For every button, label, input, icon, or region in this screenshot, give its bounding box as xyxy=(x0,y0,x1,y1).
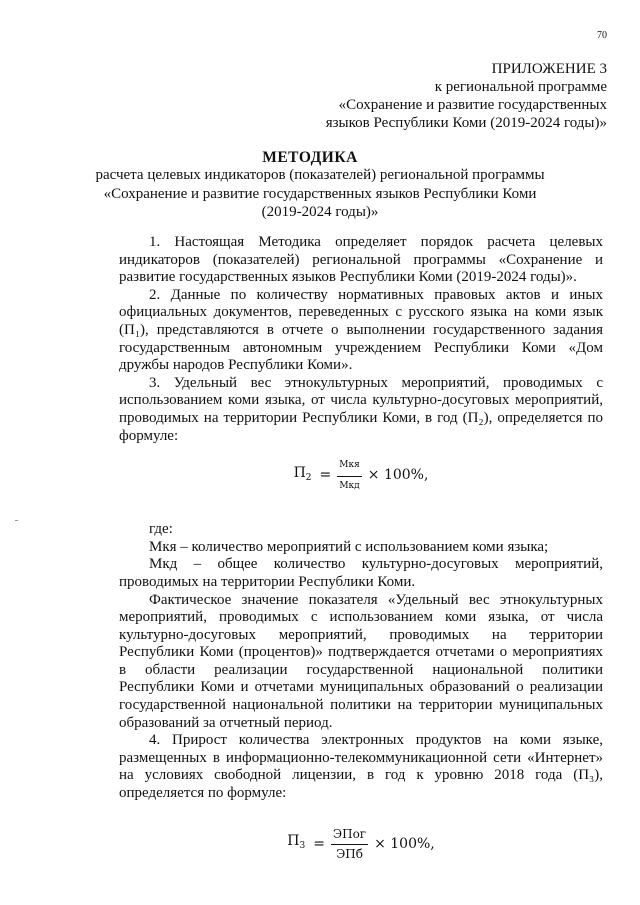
paragraph-1: 1. Настоящая Методика определяет порядок расчета целевых индикаторов (показателей) региональной программы «Сохранение и развитие государственных языков Республики Коми (2019-2024 годы)». xyxy=(119,234,603,286)
margin-mark xyxy=(15,520,18,521)
document-subtitle xyxy=(95,166,545,222)
paragraph-4: Фактическое значение показателя «Удельный вес этнокультурных мероприятий, проводимых с использованием коми языка, от числа культурно-досуговых мероприятий, проводимых на территории Республики Коми (процентов)» подтверждается отчетами о мероприятиях в области реализации государственной национальной политики Республики Коми и отчетами муниципальных образований о реализации государственной национальной политики на территории муниципальных образований за отчетный период. xyxy=(119,591,603,731)
formula-p3-eq: = xyxy=(313,835,325,852)
formula-p3-denominator: ЭПб xyxy=(336,847,363,862)
paragraph-3: 3. Удельный вес этнокультурных мероприятий, проводимых с использованием коми языка, от числа культурно-досуговых мероприятий, проводимых на территории Республики Коми, в год (П₂), определяется по формуле: xyxy=(119,374,603,444)
formula-p3-numerator: ЭПог xyxy=(331,826,368,846)
page-number: 70 xyxy=(597,30,607,41)
formula-p2-eq: = xyxy=(319,467,332,484)
subtitle-line-2: «Сохранение и развитие государственных языков Республики Коми xyxy=(103,185,537,202)
paragraph-2: 2. Данные по количеству нормативных правовых актов и иных официальных документов, переведенных с русского языка на коми язык (П₁), представляются в отчете о выполнении государственного задания государственным автономным учреждением Республики Коми «Дом дружбы народов Республики Коми». xyxy=(119,286,603,374)
where-label: где: xyxy=(149,521,173,538)
formula-p3-fraction xyxy=(331,826,368,864)
paragraph-5: 4. Прирост количества электронных продуктов на коми языке, размещенных в информационно-телекоммуникационной сети «Интернет» на условиях свободной лицензии, в год к уровню 2018 года (П₃), определяется по формуле: xyxy=(119,732,603,802)
formula-p2-denominator: Мкд xyxy=(339,480,360,491)
subtitle-line-1: расчета целевых индикаторов (показателей) региональной программы xyxy=(95,167,545,183)
formula-p3 xyxy=(119,803,603,887)
formula-p2-lhs: $П_2$ xyxy=(293,464,312,483)
appendix-line-4: языков Республики Коми (2019-2024 годы)» xyxy=(325,115,607,131)
formula-p2-numerator: Мкя xyxy=(337,457,362,477)
subtitle-line-3: (2019-2024 годы)» xyxy=(261,204,379,220)
appendix-header xyxy=(87,60,607,132)
document-title: МЕТОДИКА xyxy=(262,149,358,166)
definition-mkya: Мкя – количество мероприятий с использованием коми языка; xyxy=(149,538,549,555)
formula-p2-rhs: × 100%, xyxy=(367,467,429,484)
formula-p2-fraction xyxy=(337,457,362,495)
formula-p3-rhs: × 100%, xyxy=(374,835,435,852)
document-body xyxy=(119,234,603,887)
appendix-line-3: «Сохранение и развитие государственных xyxy=(338,97,607,113)
formula-p2 xyxy=(119,445,603,507)
definition-mkd: Мкд – общее количество культурно-досуговых мероприятий, проводимых на территории Республики Коми. xyxy=(119,556,603,590)
formula-p3-lhs: $П_3$ xyxy=(287,833,306,852)
appendix-line-2: к региональной программе xyxy=(434,79,607,95)
appendix-line-1: ПРИЛОЖЕНИЕ 3 xyxy=(491,61,607,77)
